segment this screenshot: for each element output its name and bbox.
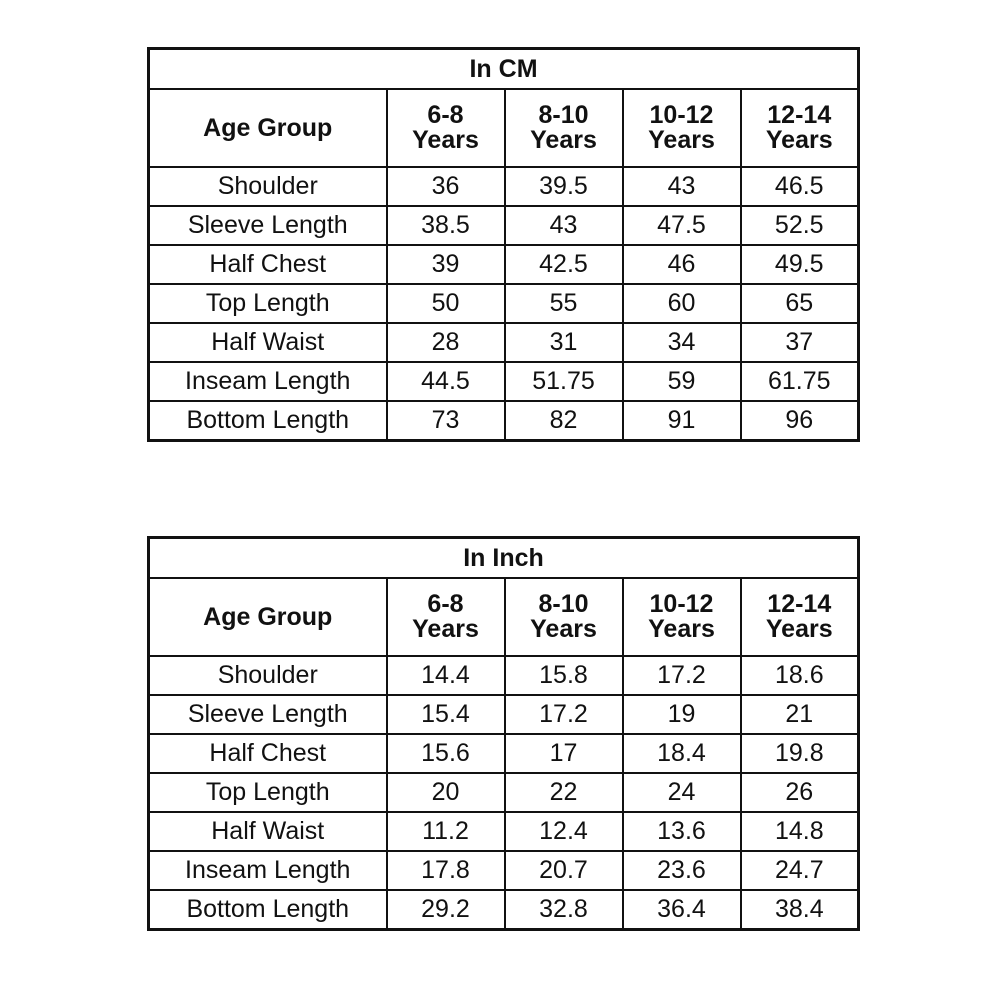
column-header: 10-12 Years xyxy=(623,89,741,167)
table-cell: 91 xyxy=(623,401,741,441)
table-cell: 51.75 xyxy=(505,362,623,401)
table-cell: 49.5 xyxy=(741,245,859,284)
table-cell: 17.2 xyxy=(623,656,741,695)
table-cell: 44.5 xyxy=(387,362,505,401)
row-label: Bottom Length xyxy=(149,890,387,930)
row-label: Half Chest xyxy=(149,734,387,773)
header-row xyxy=(149,89,859,167)
table-cell: 43 xyxy=(505,206,623,245)
table-cell: 43 xyxy=(623,167,741,206)
table-cell: 38.5 xyxy=(387,206,505,245)
table-row xyxy=(149,656,859,695)
row-label: Bottom Length xyxy=(149,401,387,441)
table-cell: 39 xyxy=(387,245,505,284)
table-cell: 29.2 xyxy=(387,890,505,930)
table-cell: 19 xyxy=(623,695,741,734)
table-cell: 17 xyxy=(505,734,623,773)
age-group-header: Age Group xyxy=(149,89,387,167)
table-cell: 55 xyxy=(505,284,623,323)
table-cell: 61.75 xyxy=(741,362,859,401)
table-cell: 24 xyxy=(623,773,741,812)
table-cell: 65 xyxy=(741,284,859,323)
table-row xyxy=(149,245,859,284)
table-cell: 19.8 xyxy=(741,734,859,773)
header-row xyxy=(149,578,859,656)
row-label: Top Length xyxy=(149,284,387,323)
unit-title-row xyxy=(149,538,859,579)
table-cell: 96 xyxy=(741,401,859,441)
table-cell: 60 xyxy=(623,284,741,323)
table-row xyxy=(149,890,859,930)
table-cell: 39.5 xyxy=(505,167,623,206)
column-header: 10-12 Years xyxy=(623,578,741,656)
table-cell: 32.8 xyxy=(505,890,623,930)
table-cell: 20.7 xyxy=(505,851,623,890)
table-cell: 26 xyxy=(741,773,859,812)
size-chart-inch-table xyxy=(147,536,860,931)
table-cell: 37 xyxy=(741,323,859,362)
table-cell: 42.5 xyxy=(505,245,623,284)
table-cell: 17.2 xyxy=(505,695,623,734)
row-label: Sleeve Length xyxy=(149,695,387,734)
row-label: Inseam Length xyxy=(149,362,387,401)
table-cell: 14.4 xyxy=(387,656,505,695)
table-row xyxy=(149,851,859,890)
table-row xyxy=(149,167,859,206)
size-chart-cm-table xyxy=(147,47,860,442)
table-cell: 15.8 xyxy=(505,656,623,695)
table-cell: 36.4 xyxy=(623,890,741,930)
table-cell: 82 xyxy=(505,401,623,441)
table-cell: 47.5 xyxy=(623,206,741,245)
table-row xyxy=(149,734,859,773)
table-cell: 46.5 xyxy=(741,167,859,206)
table-cell: 50 xyxy=(387,284,505,323)
column-header: 12-14 Years xyxy=(741,578,859,656)
unit-title: In CM xyxy=(149,49,859,90)
table-cell: 38.4 xyxy=(741,890,859,930)
table-row xyxy=(149,773,859,812)
table-cell: 28 xyxy=(387,323,505,362)
table-cell: 15.6 xyxy=(387,734,505,773)
row-label: Shoulder xyxy=(149,656,387,695)
table-row xyxy=(149,284,859,323)
table-row xyxy=(149,401,859,441)
table-row xyxy=(149,323,859,362)
table-cell: 23.6 xyxy=(623,851,741,890)
table-cell: 34 xyxy=(623,323,741,362)
table-cell: 73 xyxy=(387,401,505,441)
table-cell: 52.5 xyxy=(741,206,859,245)
table-cell: 24.7 xyxy=(741,851,859,890)
column-header: 6-8 Years xyxy=(387,578,505,656)
table-row xyxy=(149,206,859,245)
table-cell: 36 xyxy=(387,167,505,206)
row-label: Inseam Length xyxy=(149,851,387,890)
unit-title: In Inch xyxy=(149,538,859,579)
row-label: Sleeve Length xyxy=(149,206,387,245)
table-row xyxy=(149,695,859,734)
age-group-header: Age Group xyxy=(149,578,387,656)
table-cell: 11.2 xyxy=(387,812,505,851)
table-cell: 20 xyxy=(387,773,505,812)
table-cell: 18.6 xyxy=(741,656,859,695)
table-cell: 21 xyxy=(741,695,859,734)
column-header: 6-8 Years xyxy=(387,89,505,167)
table-cell: 22 xyxy=(505,773,623,812)
table-cell: 18.4 xyxy=(623,734,741,773)
table-cell: 12.4 xyxy=(505,812,623,851)
column-header: 8-10 Years xyxy=(505,89,623,167)
table-cell: 31 xyxy=(505,323,623,362)
table-cell: 46 xyxy=(623,245,741,284)
table-row xyxy=(149,362,859,401)
table-cell: 13.6 xyxy=(623,812,741,851)
row-label: Shoulder xyxy=(149,167,387,206)
row-label: Half Chest xyxy=(149,245,387,284)
table-cell: 59 xyxy=(623,362,741,401)
row-label: Half Waist xyxy=(149,323,387,362)
row-label: Top Length xyxy=(149,773,387,812)
table-cell: 15.4 xyxy=(387,695,505,734)
table-cell: 17.8 xyxy=(387,851,505,890)
table-row xyxy=(149,812,859,851)
column-header: 8-10 Years xyxy=(505,578,623,656)
table-cell: 14.8 xyxy=(741,812,859,851)
column-header: 12-14 Years xyxy=(741,89,859,167)
unit-title-row xyxy=(149,49,859,90)
row-label: Half Waist xyxy=(149,812,387,851)
